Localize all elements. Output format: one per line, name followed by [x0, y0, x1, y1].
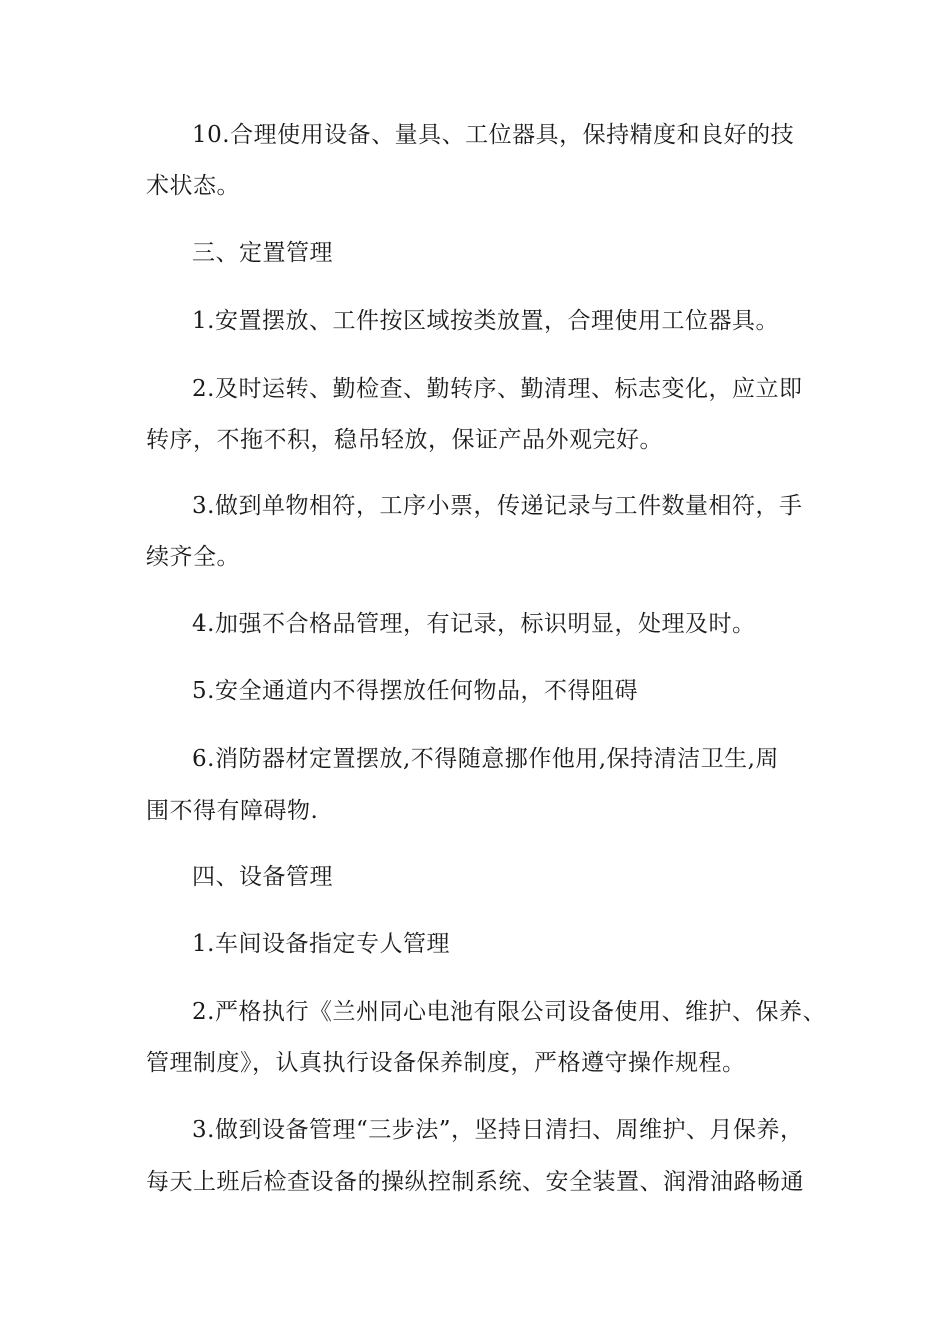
paragraph-10-line-1: 10.合理使用设备、量具、工位器具，保持精度和良好的技 [192, 122, 795, 148]
paragraph-3-5-line-1: 5.安全通道内不得摆放任何物品，不得阻碍 [192, 678, 638, 704]
paragraph-4-3-line-2: 每天上班后检查设备的操纵控制系统、安全装置、润滑油路畅通 [146, 1169, 804, 1195]
section-heading-3: 三、定置管理 [192, 240, 333, 266]
paragraph-4-1-line-1: 1.车间设备指定专人管理 [192, 931, 450, 957]
section-heading-4: 四、设备管理 [192, 864, 333, 890]
paragraph-3-6-line-1: 6.消防器材定置摆放,不得随意挪作他用,保持清洁卫生,周 [192, 746, 779, 772]
paragraph-3-2-line-1: 2.及时运转、勤检查、勤转序、勤清理、标志变化，应立即 [192, 376, 803, 402]
paragraph-3-3-line-2: 续齐全。 [146, 544, 240, 570]
paragraph-3-4-line-1: 4.加强不合格品管理，有记录，标识明显，处理及时。 [192, 611, 756, 637]
paragraph-3-3-line-1: 3.做到单物相符，工序小票，传递记录与工件数量相符，手 [192, 493, 803, 519]
paragraph-4-2-line-2: 管理制度》，认真执行设备保养制度，严格遵守操作规程。 [146, 1050, 746, 1076]
paragraph-3-6-line-2: 围不得有障碍物. [146, 798, 319, 824]
paragraph-4-3-line-1: 3.做到设备管理“三步法”，坚持日清扫、周维护、月保养， [192, 1117, 804, 1143]
paragraph-3-2-line-2: 转序，不拖不积，稳吊轻放，保证产品外观完好。 [146, 427, 663, 453]
paragraph-10-line-2: 术状态。 [146, 173, 240, 199]
paragraph-3-1-line-1: 1.安置摆放、工件按区域按类放置，合理使用工位器具。 [192, 308, 779, 334]
paragraph-4-2-line-1: 2.严格执行《兰州同心电池有限公司设备使用、维护、保养、 [192, 999, 826, 1025]
